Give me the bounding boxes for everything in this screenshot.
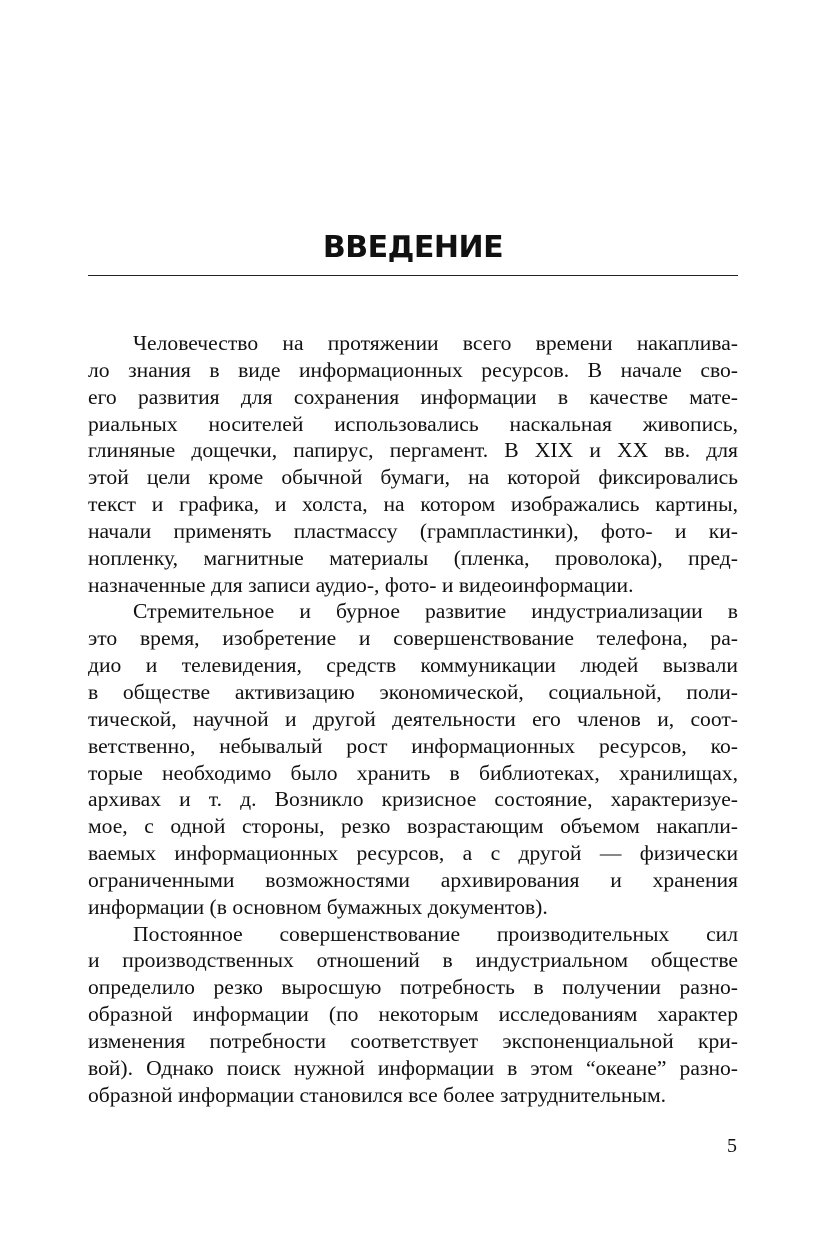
text-line: мое, с одной стороны, резко возрастающим объемом накапли- — [88, 814, 738, 839]
text-line: торые необходимо было хранить в библиотеках, хранилищах, — [88, 760, 738, 785]
text-line: начали применять пластмассу (грампластинки), фото- и ки- — [88, 518, 738, 543]
text-line: в обществе активизацию экономической, социальной, поли- — [88, 679, 738, 704]
text-line: ограниченными возможностями архивирования и хранения — [88, 867, 738, 892]
text-line: его развития для сохранения информации в качестве мате- — [88, 384, 738, 409]
text-line: образной информации становился все более затруднительным. — [88, 1082, 667, 1107]
paragraph — [88, 330, 738, 598]
text-line: и производственных отношений в индустриальном обществе — [88, 948, 738, 973]
text-line: тической, научной и другой деятельности его членов и, соот- — [88, 706, 738, 731]
text-line: текст и графика, и холста, на котором изображались картины, — [88, 492, 738, 517]
text-line: определило резко выросшую потребность в получении разно- — [88, 975, 738, 1000]
chapter-title: ВВЕДЕНИЕ — [322, 230, 504, 265]
text-line: ветственно, небывалый рост информационных ресурсов, ко- — [88, 733, 738, 758]
text-line: дио и телевидения, средств коммуникации людей вызвали — [88, 653, 738, 678]
text-line: ваемых информационных ресурсов, а с другой — физически — [88, 841, 738, 866]
title-divider — [88, 275, 738, 276]
paragraph — [88, 598, 738, 920]
text-line: Стремительное и бурное развитие индустриализации в — [133, 599, 738, 624]
body-text — [88, 330, 738, 1108]
page-number: 5 — [727, 1135, 737, 1157]
paragraph — [88, 921, 738, 1109]
text-line: нопленку, магнитные материалы (пленка, проволока), пред- — [88, 545, 738, 570]
text-line: глиняные дощечки, папирус, пергамент. В XIX и XX вв. для — [88, 438, 738, 463]
text-line: назначенные для записи аудио-, фото- и видеоинформации. — [88, 572, 634, 597]
text-line: архивах и т. д. Возникло кризисное состояние, характеризуе- — [88, 787, 738, 812]
text-line: ло знания в виде информационных ресурсов. В начале сво- — [88, 357, 738, 382]
text-line: Человечество на протяжении всего времени накаплива- — [133, 331, 738, 355]
text-line: информации (в основном бумажных документов). — [88, 894, 548, 919]
text-line: образной информации (по некоторым исследованиям характер — [88, 1002, 738, 1027]
text-line: этой цели кроме обычной бумаги, на которой фиксировались — [88, 465, 738, 490]
text-line: изменения потребности соответствует экспоненциальной кри- — [88, 1028, 738, 1053]
text-line: Постоянное совершенствование производительных сил — [133, 921, 738, 946]
text-line: это время, изобретение и совершенствование телефона, ра- — [88, 626, 738, 651]
text-line: вой). Однако поиск нужной информации в этом “океане” разно- — [88, 1055, 738, 1080]
text-line: риальных носителей использовались наскальная живопись, — [88, 411, 738, 436]
